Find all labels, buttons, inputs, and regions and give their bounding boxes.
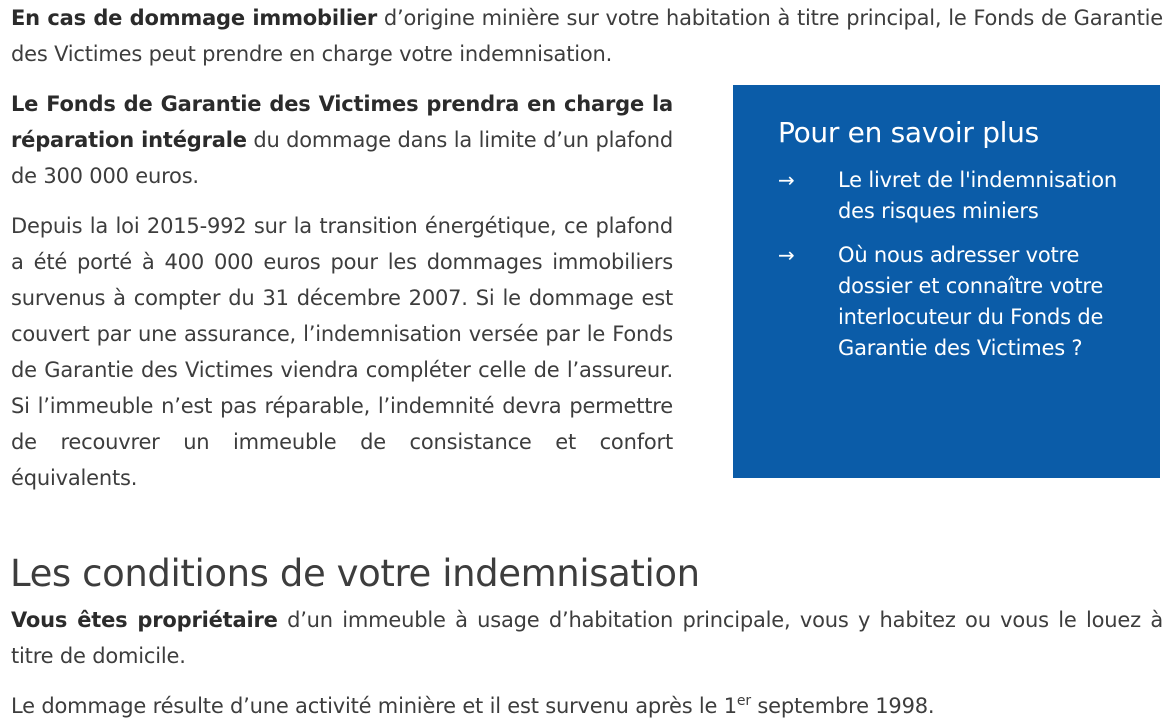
date-text-after: septembre 1998. (750, 694, 935, 718)
owner-condition-paragraph (11, 602, 1163, 674)
date-text-before: Le dommage résulte d’une activité minière et il est survenu après le 1 (11, 694, 737, 718)
owner-bold-text: Vous êtes propriétaire (11, 608, 278, 632)
learn-more-title: Pour en savoir plus (778, 116, 1039, 149)
arrow-right-icon: → (778, 243, 795, 267)
ceiling-text: du dommage dans la limite d’un plafond de 300 000 euros. (11, 128, 673, 188)
intro-paragraph (11, 0, 1163, 72)
learn-more-item-contact[interactable] (778, 240, 1120, 364)
booklet-link[interactable]: Le livret de l'indemnisation des risques miniers (838, 168, 1117, 223)
learn-more-item-booklet[interactable] (778, 165, 1120, 227)
law-paragraph: Depuis la loi 2015-992 sur la transition énergétique, ce plafond a été porté à 400 000 euros pour les dommages immobiliers survenus à compter du 31 décembre 2007. Si le dommage est couvert par une assurance, l’indemnisation versée par le Fonds de Garantie des Victimes viendra compléter celle de l’assureur. Si l’immeuble n’est pas réparable, l’indemnité devra permettre de recouvrer un immeuble de consistance et confort équivalents. (11, 214, 673, 490)
learn-more-box (733, 85, 1160, 478)
arrow-right-icon: → (778, 168, 795, 192)
date-condition-paragraph (11, 688, 1163, 724)
owner-text: d’un immeuble à usage d’habitation principale, vous y habitez ou vous le louez à titre de domicile. (11, 608, 1163, 668)
learn-more-list (778, 165, 1120, 364)
ceiling-bold-text: Le Fonds de Garantie des Victimes prendra en charge la réparation intégrale (11, 92, 673, 152)
section-heading: Les conditions de votre indemnisation (10, 552, 700, 595)
intro-text: d’origine minière sur votre habitation à titre principal, le Fonds de Garantie des Victimes peut prendre en charge votre indemnisation. (11, 6, 1163, 66)
date-superscript: er (736, 693, 751, 709)
contact-link[interactable]: Où nous adresser votre dossier et connaître votre interlocuteur du Fonds de Garantie des Victimes ? (838, 243, 1104, 360)
ceiling-paragraph (11, 86, 673, 194)
intro-bold-text: En cas de dommage immobilier (11, 6, 378, 30)
